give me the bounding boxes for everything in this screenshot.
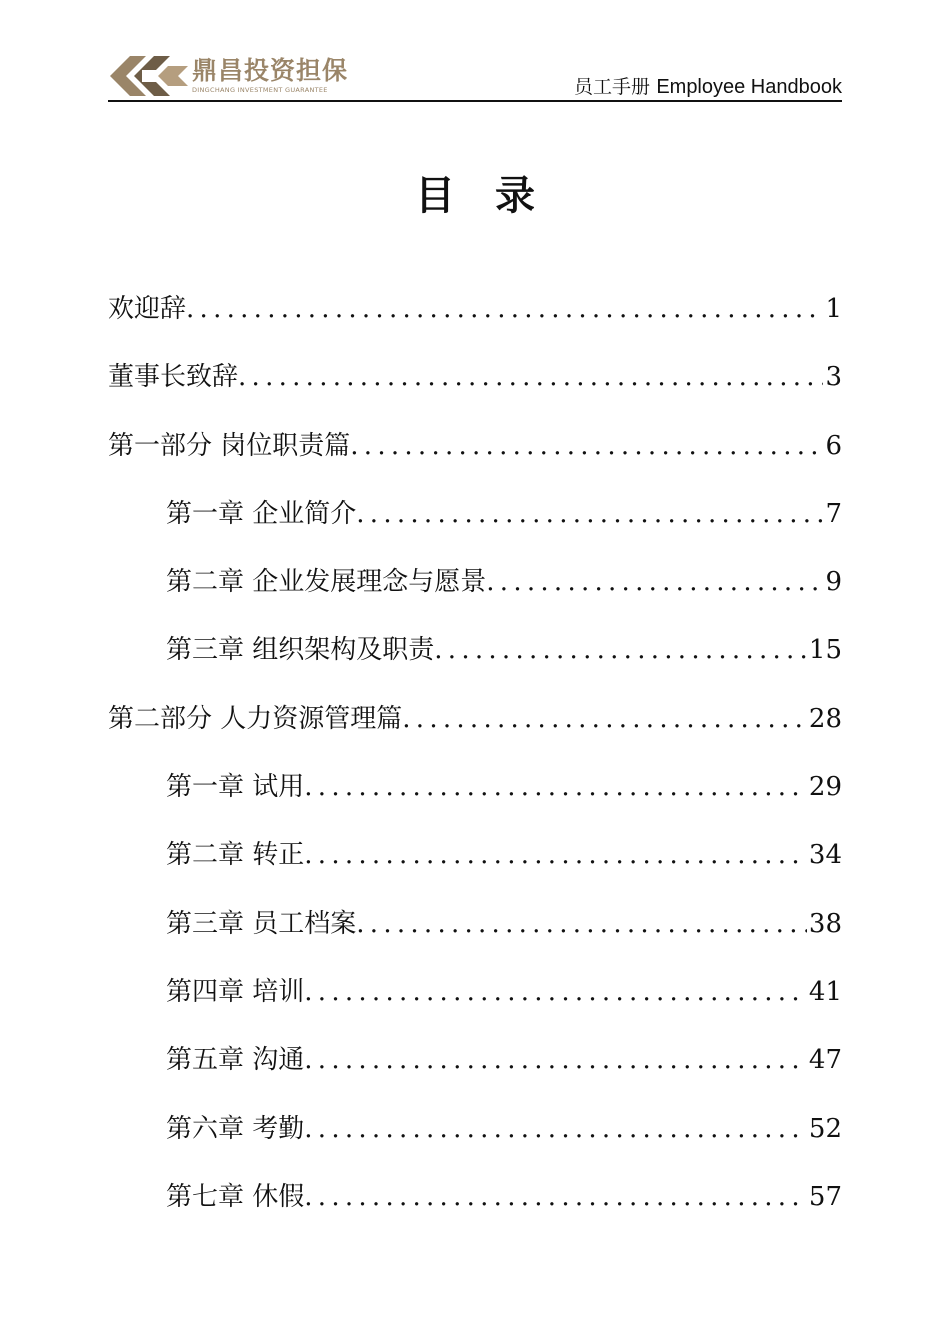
document-title (574, 74, 842, 99)
toc-entry-page-number: 3 (825, 362, 842, 393)
toc-dot-leader (434, 625, 807, 675)
toc-entry[interactable] (108, 694, 842, 762)
toc-heading: 目录 (415, 173, 575, 219)
toc-entry-label: 第一章 试用 (166, 772, 305, 803)
document-title-cn: 员工手册 (573, 76, 650, 98)
toc-entry[interactable] (108, 899, 842, 967)
toc-dot-leader (350, 421, 823, 471)
toc-entry-page-number: 41 (808, 976, 842, 1007)
toc-dot-leader (186, 284, 823, 334)
toc-dot-leader (356, 489, 823, 539)
toc-entry[interactable] (108, 421, 842, 489)
toc-entry-page-number: 15 (808, 635, 842, 666)
toc-dot-leader (304, 1172, 807, 1222)
toc-entry-page-number: 57 (808, 1181, 842, 1212)
toc-dot-leader (304, 762, 807, 812)
toc-dot-leader (304, 967, 807, 1017)
toc-entry-label: 第二章 转正 (166, 840, 305, 871)
toc-entry-page-number: 38 (808, 908, 842, 939)
toc-entry[interactable] (108, 1035, 842, 1103)
toc-dot-leader (402, 694, 807, 744)
toc-dot-leader (304, 1035, 807, 1085)
toc-entry[interactable] (108, 557, 842, 625)
toc-entry[interactable] (108, 625, 842, 693)
toc-entry[interactable] (108, 489, 842, 557)
toc-entry-label: 第三章 员工档案 (166, 908, 357, 939)
toc-entry-page-number: 1 (825, 294, 842, 324)
toc-dot-leader (356, 899, 807, 949)
toc-entry[interactable] (108, 967, 842, 1035)
toc-entry-page-number: 47 (808, 1045, 842, 1076)
toc-entry-page-number: 29 (808, 772, 842, 803)
toc-entry-label: 第二章 企业发展理念与愿景 (166, 567, 487, 598)
toc-entry-page-number: 9 (825, 567, 842, 598)
toc-dot-leader (304, 1104, 807, 1154)
company-logo (108, 52, 348, 100)
toc-entry-label: 第三章 组织架构及职责 (166, 635, 435, 666)
toc-entry-label: 第六章 考勤 (166, 1113, 305, 1144)
toc-dot-leader (304, 830, 807, 880)
toc-entry-label: 董事长致辞 (108, 362, 239, 393)
toc-entry-label: 第一章 企业简介 (166, 498, 357, 529)
toc-entry[interactable] (108, 352, 842, 420)
toc-entry[interactable] (108, 1172, 842, 1240)
toc-entry-label: 第五章 沟通 (166, 1045, 305, 1076)
toc-entry-page-number: 7 (825, 498, 842, 529)
toc-entry[interactable] (108, 284, 842, 352)
logo-chinese-name: 鼎昌投资担保 (192, 56, 349, 85)
toc-entry-page-number: 28 (808, 703, 842, 734)
logo-mark-icon (108, 52, 190, 100)
toc-dot-leader (238, 352, 823, 402)
toc-entry-label: 第四章 培训 (166, 976, 305, 1007)
toc-entry-label: 欢迎辞 (108, 294, 187, 324)
table-of-contents (108, 284, 842, 1240)
toc-entry-label: 第一部分 岗位职责篇 (108, 430, 351, 461)
toc-entry[interactable] (108, 830, 842, 898)
toc-dot-leader (486, 557, 823, 607)
logo-english-name: DINGCHANG INVESTMENT GUARANTEE (192, 86, 328, 94)
page-header (108, 52, 842, 102)
document-title-en: Employee Handbook (656, 76, 842, 98)
toc-entry-label: 第二部分 人力资源管理篇 (108, 703, 403, 734)
toc-entry[interactable] (108, 1104, 842, 1172)
toc-entry[interactable] (108, 762, 842, 830)
toc-entry-page-number: 6 (825, 430, 842, 461)
toc-entry-page-number: 52 (808, 1113, 842, 1144)
toc-entry-page-number: 34 (808, 840, 842, 871)
toc-entry-label: 第七章 休假 (166, 1181, 305, 1212)
header-divider (108, 100, 842, 102)
